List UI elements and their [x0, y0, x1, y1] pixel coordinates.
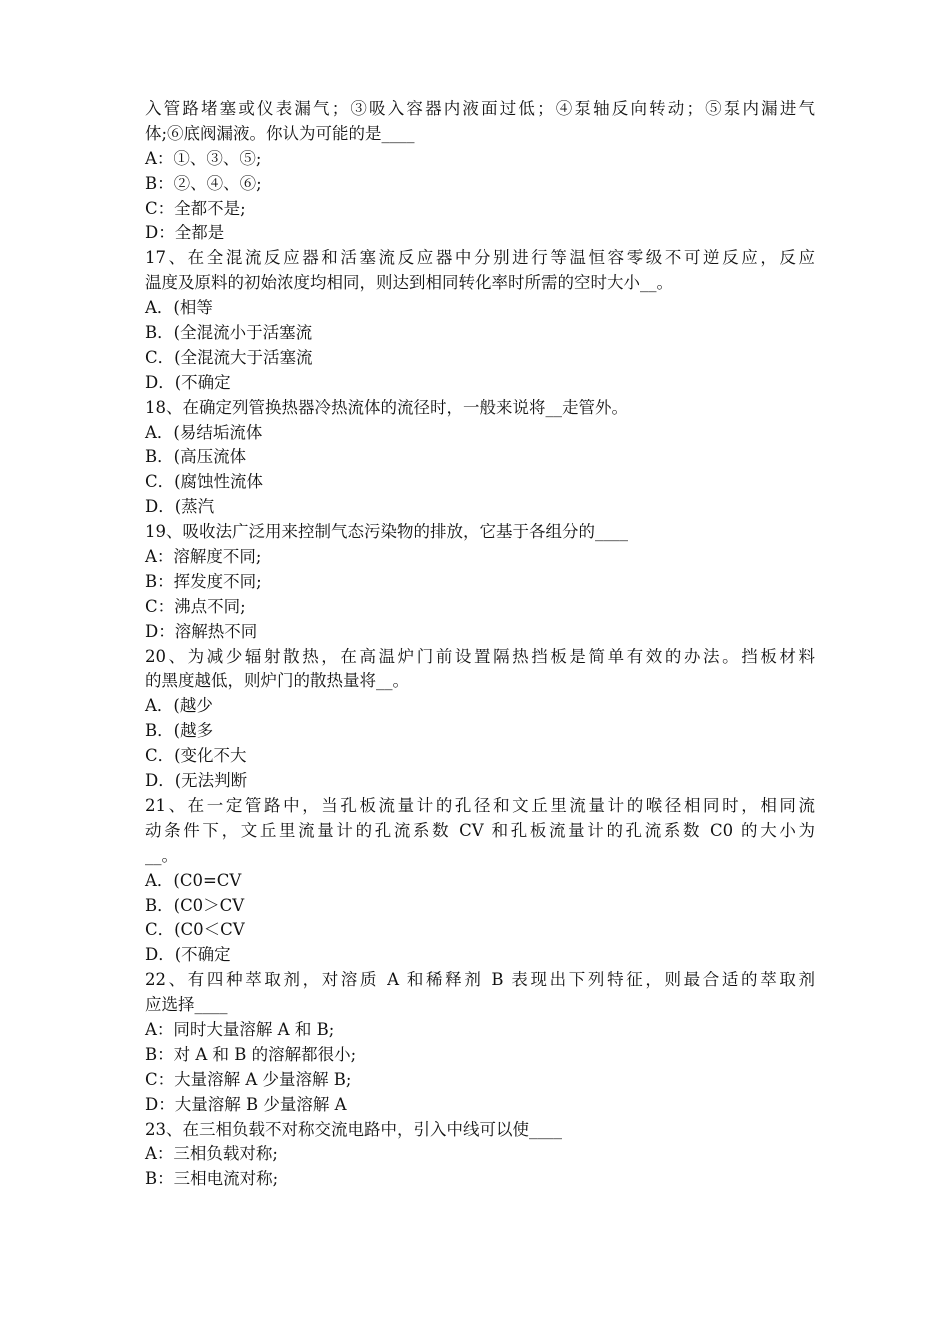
text-line: C：沸点不同; [145, 596, 246, 616]
text-line: C．(腐蚀性流体 [145, 472, 264, 492]
text-line: A．(易结垢流体 [145, 422, 263, 442]
text-line: 动条件下，文丘里流量计的孔流系数 CV 和孔板流量计的孔流系数 C0 的大小为 [145, 820, 815, 840]
text-line: A：①、③、⑤; [145, 148, 262, 168]
text-line: 入管路堵塞或仪表漏气；③吸入容器内液面过低；④泵轴反向转动；⑤泵内漏进气 [145, 99, 815, 118]
text-line: D．(蒸汽 [145, 497, 215, 517]
text-line: B：三相电流对称; [145, 1169, 279, 1189]
text-line: D．(无法判断 [145, 771, 248, 791]
text-line: A．(C0=CV [145, 870, 242, 890]
text-line: B：对 A 和 B 的溶解都很小; [145, 1044, 357, 1064]
text-line: A：溶解度不同; [145, 547, 262, 567]
text-line: D：全都是 [145, 223, 225, 243]
text-line: 22、有四种萃取剂，对溶质 A 和稀释剂 B 表现出下列特征，则最合适的萃取剂 [145, 970, 815, 990]
text-line: D．(不确定 [145, 945, 231, 965]
text-line: B．(高压流体 [145, 447, 247, 467]
text-line: 温度及原料的初始浓度均相同，则达到相同转化率时所需的空时大小__。 [145, 273, 673, 293]
text-line: B：②、④、⑥; [145, 173, 262, 193]
text-line: D：溶解热不同 [145, 621, 258, 641]
text-line: 体;⑥底阀漏液。你认为可能的是____ [145, 123, 415, 143]
text-line: C．(C0＜CV [145, 920, 245, 940]
text-line: C．(全混流大于活塞流 [145, 347, 313, 367]
text-line: 18、在确定列管换热器冷热流体的流径时，一般来说将__走管外。 [145, 397, 628, 417]
text-line: 21、在一定管路中，当孔板流量计的孔径和文丘里流量计的喉径相同时，相同流 [145, 795, 815, 815]
text-line: __。 [145, 845, 178, 865]
text-line: B．(C0＞CV [145, 895, 245, 915]
text-line: B：挥发度不同; [145, 571, 262, 591]
text-line: 17、在全混流反应器和活塞流反应器中分别进行等温恒容零级不可逆反应，反应 [145, 248, 815, 268]
text-line: B．(全混流小于活塞流 [145, 323, 313, 343]
text-line: A．(越少 [145, 696, 213, 716]
text-line: 的黑度越低，则炉门的散热量将__。 [145, 671, 409, 691]
text-line: A：同时大量溶解 A 和 B; [145, 1019, 335, 1039]
text-line: C：全都不是; [145, 198, 246, 218]
text-line: 20、为减少辐射散热，在高温炉门前设置隔热挡板是简单有效的办法。挡板材料 [145, 646, 815, 666]
text-line: A：三相负载对称; [145, 1144, 278, 1164]
text-line: C．(变化不大 [145, 746, 247, 766]
text-line: A．(相等 [145, 298, 213, 318]
text-line: C：大量溶解 A 少量溶解 B; [145, 1069, 352, 1089]
text-line: D：大量溶解 B 少量溶解 A [145, 1094, 347, 1114]
text-line: 23、在三相负载不对称交流电路中，引入中线可以使____ [145, 1119, 562, 1139]
text-line: 应选择____ [145, 995, 228, 1015]
text-line: B．(越多 [145, 721, 214, 741]
text-line: 19、吸收法广泛用来控制气态污染物的排放，它基于各组分的____ [145, 522, 628, 542]
document-page [145, 97, 815, 1192]
text-line: D．(不确定 [145, 372, 231, 392]
